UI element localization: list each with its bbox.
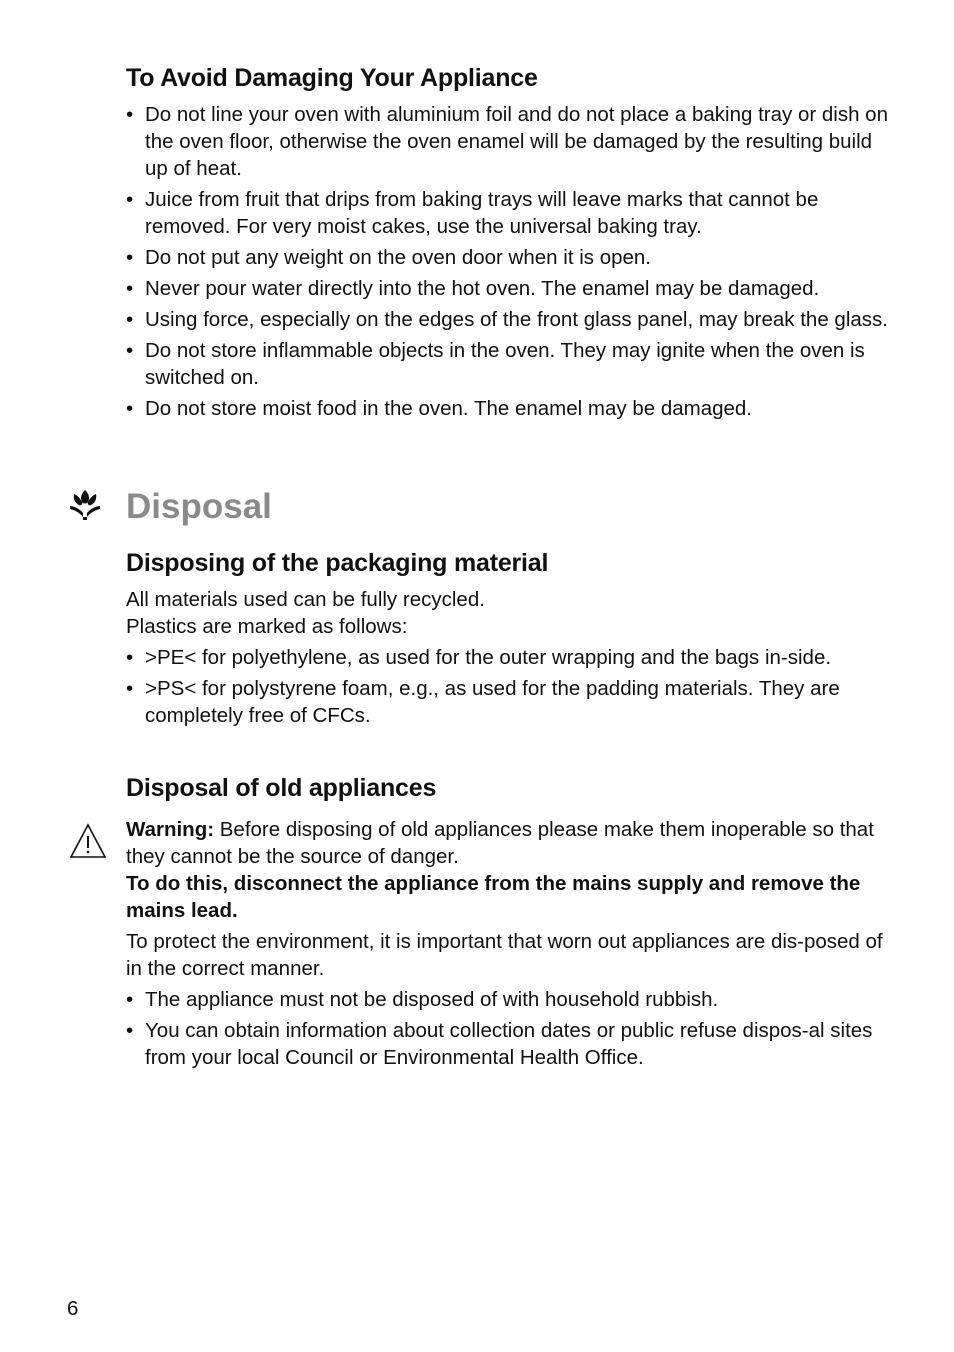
section-old-appliances — [126, 770, 896, 1075]
list-item: • The appliance must not be disposed of with household rubbish. — [126, 988, 719, 1011]
list-item: • >PE< for polyethylene, as used for the outer wrapping and the bags in-side. — [126, 646, 832, 669]
section-title: Disposing of the packaging material — [126, 549, 549, 577]
warning-text: Before disposing of old appliances please make them inoperable so that they cannot be the source of danger. — [126, 818, 874, 868]
page-number: 6 — [67, 1297, 79, 1320]
section-packaging — [126, 545, 896, 733]
disposal-heading: Disposal — [126, 487, 272, 526]
list-item: • Using force, especially on the edges of the front glass panel, may break the glass. — [126, 308, 888, 331]
section-title: Disposal of old appliances — [126, 774, 437, 802]
section-avoid-damage — [126, 60, 896, 426]
warning-paragraph — [126, 816, 896, 870]
list-item: • Do not put any weight on the oven door when it is open. — [126, 246, 652, 269]
warning-instruction: To do this, disconnect the appliance from the mains supply and remove the mains lead. — [126, 872, 861, 922]
eco-flower-icon — [67, 486, 103, 522]
list-item: • You can obtain information about collection dates or public refuse dispos-al sites from your local Council or Environmental Health Office. — [126, 1019, 873, 1069]
paragraph: Plastics are marked as follows: — [126, 615, 408, 638]
list-item: • Never pour water directly into the hot oven. The enamel may be damaged. — [126, 277, 820, 300]
list-item: • Do not store inflammable objects in the oven. They may ignite when the oven is switched on. — [126, 339, 865, 389]
paragraph: All materials used can be fully recycled. — [126, 588, 485, 611]
old-appliance-list — [126, 986, 896, 1071]
damage-list — [126, 101, 896, 422]
paragraph: To protect the environment, it is important that worn out appliances are dis-posed of in the correct manner. — [126, 930, 883, 980]
list-item: • Do not store moist food in the oven. The enamel may be damaged. — [126, 397, 753, 420]
section-title: To Avoid Damaging Your Appliance — [126, 64, 538, 92]
list-item: • >PS< for polystyrene foam, e.g., as used for the padding materials. They are completely free of CFCs. — [126, 677, 840, 727]
list-item: • Do not line your oven with aluminium foil and do not place a baking tray or dish on the oven floor, otherwise the oven enamel will be damaged by the resulting build up of heat. — [126, 103, 888, 180]
plastics-list — [126, 644, 896, 729]
list-item: • Juice from fruit that drips from baking trays will leave marks that cannot be removed. For very moist cakes, use the universal baking tray. — [126, 188, 819, 238]
warning-label: Warning: — [126, 818, 215, 841]
warning-triangle-icon — [69, 823, 107, 859]
